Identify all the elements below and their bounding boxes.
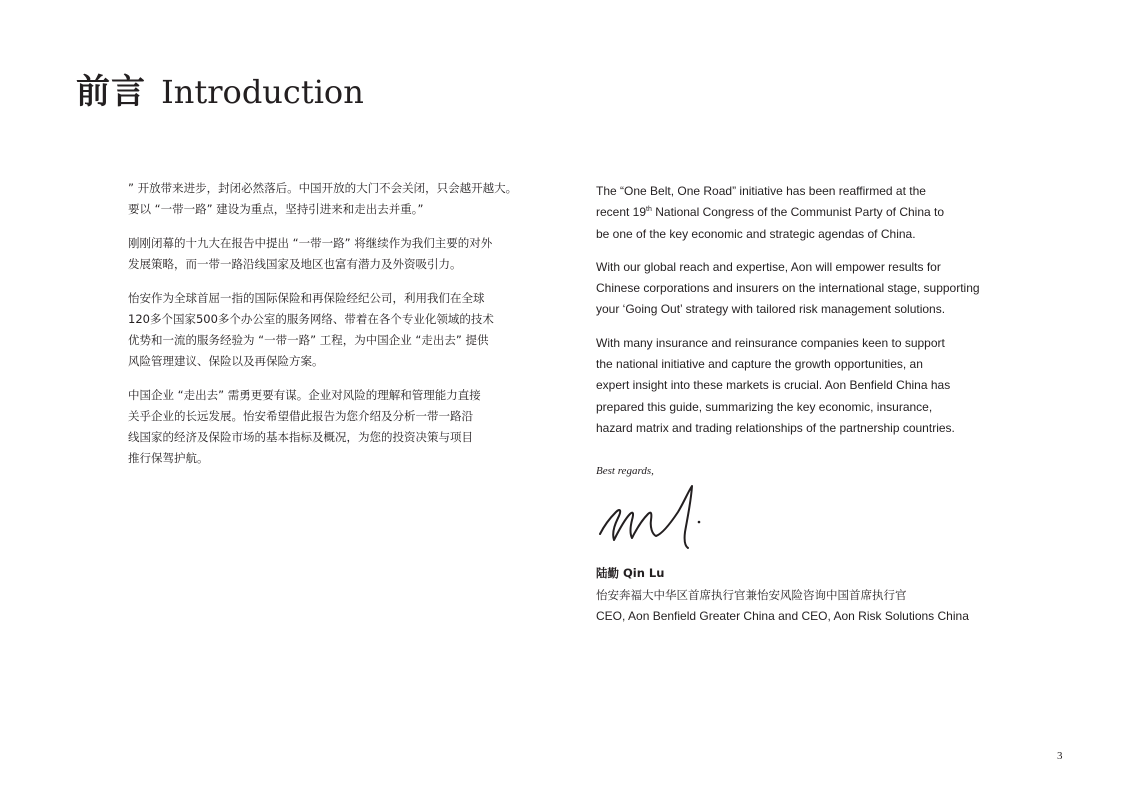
text-line: 发展策略，而一带一路沿线国家及地区也富有潜力及外资吸引力。 bbox=[128, 257, 462, 271]
closing-regards: Best regards, bbox=[596, 465, 654, 477]
english-paragraph-1 bbox=[596, 181, 996, 245]
signer-title-chinese: 怡安奔福大中华区首席执行官兼怡安风险咨询中国首席执行官 bbox=[596, 587, 907, 602]
text-line: National Congress of the Communist Party of China to bbox=[651, 205, 945, 220]
text-line: With our global reach and expertise, Aon will empower results for bbox=[596, 259, 941, 274]
text-line: 推行保驾护航。 bbox=[128, 451, 209, 465]
text-line: 关乎企业的长远发展。怡安希望借此报告为您介绍及分析一带一路沿 bbox=[128, 409, 473, 423]
text-line: 风险管理建议、保险以及再保险方案。 bbox=[128, 354, 324, 368]
page-title-chinese: 前言 bbox=[76, 72, 146, 112]
signature-stroke bbox=[600, 486, 692, 548]
text-line: prepared this guide, summarizing the key economic, insurance, bbox=[596, 399, 933, 414]
text-line: 线国家的经济及保险市场的基本指标及概况，为您的投资决策与项目 bbox=[128, 430, 473, 444]
text-line: expert insight into these markets is crucial. Aon Benfield China has bbox=[596, 378, 951, 393]
text-line: 中国企业 “走出去” 需勇更要有谋。企业对风险的理解和管理能力直接 bbox=[128, 388, 481, 402]
chinese-paragraph-3 bbox=[128, 288, 528, 372]
chinese-paragraph-4 bbox=[128, 385, 528, 469]
ordinal-superscript: th bbox=[646, 206, 652, 214]
signer-title-english: CEO, Aon Benfield Greater China and CEO, Aon Risk Solutions China bbox=[596, 609, 969, 623]
text-line: Chinese corporations and insurers on the international stage, supporting bbox=[596, 281, 980, 296]
chinese-paragraph-2 bbox=[128, 233, 528, 275]
text-line: 优势和一流的服务经验为 “一带一路” 工程，为中国企业 “走出去” 提供 bbox=[128, 333, 489, 347]
text-line: 刚刚闭幕的十九大在报告中提出 “一带一路” 将继续作为我们主要的对外 bbox=[128, 236, 493, 250]
page-title-english: Introduction bbox=[161, 73, 364, 111]
handwritten-signature bbox=[596, 482, 716, 552]
page-title bbox=[76, 70, 364, 114]
signature-dot bbox=[698, 521, 701, 524]
text-line: 120多个国家500多个办公室的服务网络、带着在各个专业化领域的技术 bbox=[128, 312, 494, 326]
page-number: 3 bbox=[1057, 750, 1063, 762]
text-line: recent 19 bbox=[596, 205, 647, 220]
text-line: your ‘Going Out’ strategy with tailored risk management solutions. bbox=[596, 302, 946, 317]
text-line: be one of the key economic and strategic agendas of China. bbox=[596, 226, 916, 241]
text-line: The “One Belt, One Road” initiative has been reaffirmed at the bbox=[596, 184, 926, 198]
english-paragraph-2 bbox=[596, 257, 996, 321]
text-line: the national initiative and capture the growth opportunities, an bbox=[596, 357, 923, 372]
text-line: hazard matrix and trading relationships of the partnership countries. bbox=[596, 420, 955, 435]
chinese-text-column bbox=[128, 178, 528, 482]
english-text-column bbox=[596, 181, 996, 451]
text-line: 要以 “一带一路” 建设为重点，坚持引进来和走出去并重。” bbox=[128, 202, 424, 216]
text-line: 怡安作为全球首屈一指的国际保险和再保险经纪公司，利用我们在全球 bbox=[128, 291, 485, 305]
text-line: ” 开放带来进步，封闭必然落后。中国开放的大门不会关闭，只会越开越大。 bbox=[128, 181, 518, 195]
english-paragraph-3 bbox=[596, 333, 996, 439]
signer-block bbox=[596, 563, 969, 628]
signer-name: 陆勤 Qin Lu bbox=[596, 566, 665, 580]
chinese-paragraph-1 bbox=[128, 178, 528, 220]
text-line: With many insurance and reinsurance companies keen to support bbox=[596, 335, 945, 350]
